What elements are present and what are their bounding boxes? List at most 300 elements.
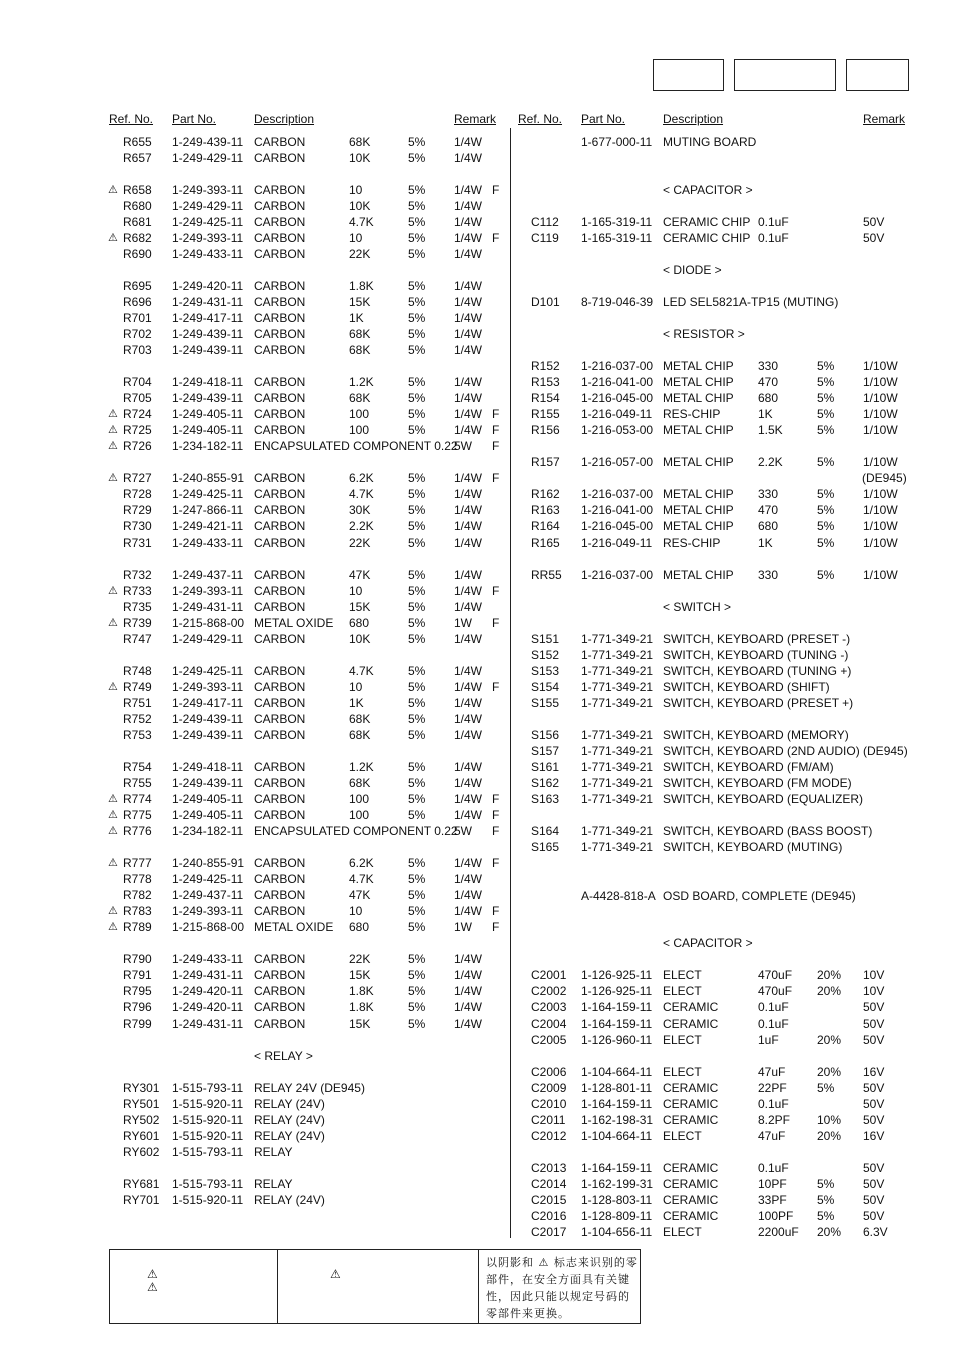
description: SWITCH, KEYBOARD (FM MODE) <box>663 776 852 790</box>
part-no: 1-216-045-00 <box>581 519 654 533</box>
warning-icon: ⚠ <box>108 857 118 869</box>
part-no: 1-515-920-11 <box>172 1097 244 1111</box>
remark: 1/10W <box>863 536 898 550</box>
warning-icon: ⚠ <box>147 1267 158 1281</box>
value: 22K <box>349 952 371 966</box>
tolerance: 5% <box>408 343 426 357</box>
value: 10 <box>349 231 363 245</box>
part-no: 1-249-439-11 <box>172 728 244 742</box>
part-no: 1-771-349-21 <box>581 824 654 838</box>
ref-no: RY681 <box>123 1177 160 1191</box>
header-box-3 <box>846 59 909 91</box>
parts-row-r731 <box>0 535 510 551</box>
remark: 1/4W <box>454 247 483 261</box>
ref-no: C2003 <box>531 1000 567 1014</box>
ref-no: R752 <box>123 712 152 726</box>
part-no: 1-249-405-11 <box>172 792 244 806</box>
parts-row-c2002 <box>510 983 954 999</box>
ref-no: R728 <box>123 487 152 501</box>
part-no: 1-515-793-11 <box>172 1081 244 1095</box>
ref-no: RY301 <box>123 1081 160 1095</box>
value: 68K <box>349 327 371 341</box>
remark: 1/4W <box>454 199 483 213</box>
description: METAL CHIP <box>663 503 734 517</box>
parts-row-r739 <box>0 615 510 631</box>
section-heading <box>510 326 954 342</box>
value: 4.7K <box>349 664 374 678</box>
tolerance: 5% <box>408 247 426 261</box>
tolerance: 5% <box>817 1081 835 1095</box>
part-no: 1-249-418-11 <box>172 760 244 774</box>
description: RELAY (24V) <box>254 1097 325 1111</box>
tolerance: 5% <box>408 696 426 710</box>
description: CARBON <box>254 487 306 501</box>
parts-row-r799 <box>0 1016 510 1032</box>
tolerance: 5% <box>408 519 426 533</box>
remark: 50V <box>863 215 885 229</box>
parts-row-s164 <box>510 823 954 839</box>
remark: 16V <box>863 1129 885 1143</box>
value: 10 <box>349 904 363 918</box>
description: METAL CHIP <box>663 519 734 533</box>
part-no: 1-165-319-11 <box>581 231 653 245</box>
remark: 1/4W <box>454 279 483 293</box>
parts-row-r155 <box>510 406 954 422</box>
value: 100 <box>349 423 370 437</box>
ref-no: R776 <box>123 824 152 838</box>
tolerance: 20% <box>817 984 842 998</box>
value: 0.1uF <box>758 1000 789 1014</box>
description: CARBON <box>254 584 306 598</box>
warning-icon: ⚠ <box>108 184 118 196</box>
value: 6.2K <box>349 471 374 485</box>
ref-no: R154 <box>531 391 560 405</box>
tolerance: 5% <box>817 407 835 421</box>
parts-row-r156 <box>510 422 954 438</box>
description: CARBON <box>254 904 306 918</box>
remark: 1/10W <box>863 487 898 501</box>
remark: 1/10W <box>863 455 898 469</box>
ref-no: R165 <box>531 536 560 550</box>
part-no: 1-249-393-11 <box>172 183 244 197</box>
part-no: 1-104-664-11 <box>581 1065 653 1079</box>
value: 1.8K <box>349 279 374 293</box>
parts-row-r165 <box>510 535 954 551</box>
ref-no: RY701 <box>123 1193 160 1207</box>
remark: 50V <box>863 1097 885 1111</box>
remark: 1/4W <box>454 872 483 886</box>
parts-row-c2009 <box>510 1080 954 1096</box>
description: SWITCH, KEYBOARD (2ND AUDIO) (DE945) <box>663 744 908 758</box>
description: CARBON <box>254 391 306 405</box>
parts-row-c2010 <box>510 1096 954 1112</box>
part-no: 1-771-349-21 <box>581 840 654 854</box>
remark: 1/4W <box>454 664 483 678</box>
value: 470 <box>758 375 779 389</box>
parts-row-r729 <box>0 502 510 518</box>
parts-row-r733 <box>0 583 510 599</box>
value: 4.7K <box>349 215 374 229</box>
parts-row-r657 <box>0 150 510 166</box>
description: ELECT <box>663 1033 702 1047</box>
value: 330 <box>758 487 779 501</box>
value: 1.5K <box>758 423 783 437</box>
remark: 1/4W <box>454 503 483 517</box>
flag: F <box>492 808 500 822</box>
remark: 1W <box>454 616 472 630</box>
part-no: 1-249-405-11 <box>172 423 244 437</box>
description: CARBON <box>254 183 306 197</box>
parts-row-r754 <box>0 759 510 775</box>
tolerance: 5% <box>408 776 426 790</box>
ref-no: S162 <box>531 776 560 790</box>
part-no: 1-249-421-11 <box>172 519 244 533</box>
part-no: 1-247-866-11 <box>172 503 244 517</box>
value: 0.1uF <box>758 1161 789 1175</box>
part-no: 1-216-041-00 <box>581 375 654 389</box>
description: CARBON <box>254 295 306 309</box>
description: CARBON <box>254 792 306 806</box>
tolerance: 5% <box>408 968 426 982</box>
ref-no: R724 <box>123 407 152 421</box>
remark: 10V <box>863 968 885 982</box>
parts-row-r748 <box>0 663 510 679</box>
ref-no: R735 <box>123 600 152 614</box>
part-no: 1-104-656-11 <box>581 1225 653 1239</box>
ref-no: R732 <box>123 568 152 582</box>
part-no: 1-249-431-11 <box>172 295 244 309</box>
tolerance: 5% <box>408 471 426 485</box>
parts-row-ry701 <box>0 1192 510 1208</box>
description: CARBON <box>254 680 306 694</box>
ref-no: C112 <box>531 215 559 229</box>
parts-row-c2013 <box>510 1160 954 1176</box>
value: 10K <box>349 151 371 165</box>
tolerance: 5% <box>817 503 835 517</box>
parts-row-c2001 <box>510 967 954 983</box>
parts-row-r680 <box>0 198 510 214</box>
value: 47uF <box>758 1065 786 1079</box>
description: METAL CHIP <box>663 375 734 389</box>
part-no: 1-249-420-11 <box>172 279 244 293</box>
ref-no: R680 <box>123 199 152 213</box>
part-no: 1-515-793-11 <box>172 1145 244 1159</box>
part-no: 1-234-182-11 <box>172 824 244 838</box>
tolerance: 5% <box>408 952 426 966</box>
safety-notice <box>109 1249 641 1324</box>
value: 470uF <box>758 968 793 982</box>
tolerance: 5% <box>408 792 426 806</box>
part-no: 1-249-439-11 <box>172 776 244 790</box>
ref-no: R703 <box>123 343 152 357</box>
ref-no: R775 <box>123 808 152 822</box>
remark: 1/4W <box>454 792 483 806</box>
remark: 1/10W <box>863 359 898 373</box>
tolerance: 5% <box>408 311 426 325</box>
flag: F <box>492 471 500 485</box>
warning-icon: ⚠ <box>108 585 118 597</box>
description: CARBON <box>254 536 306 550</box>
remark: 1/4W <box>454 407 483 421</box>
tolerance: 5% <box>408 632 426 646</box>
ref-no: R795 <box>123 984 152 998</box>
value: 15K <box>349 1017 371 1031</box>
ref-no: C2011 <box>531 1113 566 1127</box>
value: 10K <box>349 199 371 213</box>
parts-row-r152 <box>510 358 954 374</box>
description: LED SEL5821A-TP15 (MUTING) <box>663 295 839 309</box>
value: 2.2K <box>349 519 374 533</box>
part-no: 1-771-349-21 <box>581 680 654 694</box>
parts-row-c2012 <box>510 1128 954 1144</box>
warning-icon: ⚠ <box>108 921 118 933</box>
remark: 1/4W <box>454 487 483 501</box>
part-no: 1-128-803-11 <box>581 1193 653 1207</box>
part-no: 1-771-349-21 <box>581 792 654 806</box>
remark: 1/4W <box>454 968 483 982</box>
parts-row-r703 <box>0 342 510 358</box>
remark: 1/4W <box>454 680 483 694</box>
parts-row-s154 <box>510 679 954 695</box>
description: ENCAPSULATED COMPONENT 0.22 <box>254 824 458 838</box>
description: SWITCH, KEYBOARD (SHIFT) <box>663 680 830 694</box>
ref-no: R789 <box>123 920 152 934</box>
value: 30K <box>349 503 371 517</box>
ref-no: R153 <box>531 375 560 389</box>
part-no: 1-126-925-11 <box>581 968 653 982</box>
description: SWITCH, KEYBOARD (PRESET -) <box>663 632 851 646</box>
warning-icon: ⚠ <box>330 1267 341 1281</box>
description: CERAMIC <box>663 1193 719 1207</box>
remark: 1/4W <box>454 952 483 966</box>
tolerance: 5% <box>408 536 426 550</box>
ref-no: S153 <box>531 664 560 678</box>
ref-no: R739 <box>123 616 152 630</box>
remark: 1/4W <box>454 696 483 710</box>
ref-no: R157 <box>531 455 560 469</box>
tolerance: 5% <box>408 1017 426 1031</box>
ref-no: R733 <box>123 584 152 598</box>
description: CERAMIC <box>663 1113 719 1127</box>
value: 330 <box>758 568 779 582</box>
part-no: 1-771-349-21 <box>581 632 654 646</box>
ref-no: R796 <box>123 1000 152 1014</box>
value: 1.2K <box>349 375 374 389</box>
description: CERAMIC <box>663 1161 719 1175</box>
tolerance: 5% <box>817 1193 835 1207</box>
value: 2.2K <box>758 455 783 469</box>
description: CARBON <box>254 968 306 982</box>
ref-no: R783 <box>123 904 152 918</box>
value: 100PF <box>758 1209 794 1223</box>
parts-row-c2011 <box>510 1112 954 1128</box>
tolerance: 5% <box>408 375 426 389</box>
tolerance: 5% <box>817 455 835 469</box>
remark: 1/4W <box>454 391 483 405</box>
parts-row-s162 <box>510 775 954 791</box>
parts-row-r752 <box>0 711 510 727</box>
parts-row-ry681 <box>0 1176 510 1192</box>
tolerance: 5% <box>817 568 835 582</box>
description: CARBON <box>254 568 306 582</box>
ref-no: R791 <box>123 968 152 982</box>
parts-row-r774 <box>0 791 510 807</box>
ref-no: S163 <box>531 792 560 806</box>
parts-row-r732 <box>0 567 510 583</box>
header-box-1 <box>653 59 724 91</box>
part-no: 1-164-159-11 <box>581 1097 653 1111</box>
description: CARBON <box>254 600 306 614</box>
description: CERAMIC CHIP <box>663 231 751 245</box>
description: ELECT <box>663 1065 702 1079</box>
ref-no: R799 <box>123 1017 152 1031</box>
ref-no: R749 <box>123 680 152 694</box>
remark: 50V <box>863 1000 885 1014</box>
ref-no: C2012 <box>531 1129 567 1143</box>
part-no: 1-515-920-11 <box>172 1129 244 1143</box>
part-no: 1-249-439-11 <box>172 327 244 341</box>
parts-row <box>510 888 954 904</box>
value: 470 <box>758 503 779 517</box>
parts-row-r153 <box>510 374 954 390</box>
flag: F <box>492 231 500 245</box>
description: CARBON <box>254 984 306 998</box>
part-no: 1-249-420-11 <box>172 984 244 998</box>
description: METAL CHIP <box>663 455 734 469</box>
parts-row-c2003 <box>510 999 954 1015</box>
value: 1K <box>349 311 364 325</box>
description: RELAY 24V (DE945) <box>254 1081 365 1095</box>
tolerance: 5% <box>408 600 426 614</box>
remark: 50V <box>863 1081 885 1095</box>
description: RELAY (24V) <box>254 1113 325 1127</box>
notice-chinese-text: 以阴影和 ⚠ 标志来识别的零部件，在安全方面具有关键性，因此只能以规定号码的零部件来更换。 <box>486 1256 638 1320</box>
parts-row-c2015 <box>510 1192 954 1208</box>
description: CARBON <box>254 1017 306 1031</box>
flag: F <box>492 183 500 197</box>
ref-no: R774 <box>123 792 152 806</box>
description: METAL OXIDE <box>254 920 334 934</box>
part-no: 1-249-420-11 <box>172 1000 244 1014</box>
section-heading <box>510 935 954 951</box>
parts-row-r725 <box>0 422 510 438</box>
remark: 1/4W <box>454 151 483 165</box>
left-header-ref: Ref. No. <box>109 112 154 126</box>
value: 15K <box>349 295 371 309</box>
parts-row-s157 <box>510 743 954 759</box>
parts-row-ry502 <box>0 1112 510 1128</box>
ref-no: R695 <box>123 279 152 293</box>
value: 15K <box>349 968 371 982</box>
description: < SWITCH > <box>663 600 732 614</box>
part-no: 1-249-439-11 <box>172 712 244 726</box>
warning-icon: ⚠ <box>108 440 118 452</box>
ref-no: S152 <box>531 648 560 662</box>
description: CARBON <box>254 519 306 533</box>
tolerance: 5% <box>408 904 426 918</box>
section-heading <box>510 599 954 615</box>
parts-row-s163 <box>510 791 954 807</box>
description: CARBON <box>254 808 306 822</box>
parts-row-c2014 <box>510 1176 954 1192</box>
part-no: 1-216-049-11 <box>581 536 653 550</box>
remark: 1/4W <box>454 632 483 646</box>
tolerance: 20% <box>817 1065 842 1079</box>
ref-no: S154 <box>531 680 560 694</box>
ref-no: C2009 <box>531 1081 567 1095</box>
tolerance: 5% <box>408 503 426 517</box>
parts-row-r778 <box>0 871 510 887</box>
tolerance: 5% <box>817 487 835 501</box>
remark: 50V <box>863 1017 885 1031</box>
ref-no: C2013 <box>531 1161 567 1175</box>
remark: 1/4W <box>454 327 483 341</box>
description: ELECT <box>663 1225 702 1239</box>
remark: 1/4W <box>454 600 483 614</box>
part-no: 1-216-053-00 <box>581 423 654 437</box>
part-no: 1-249-437-11 <box>172 888 244 902</box>
description: RELAY (24V) <box>254 1129 325 1143</box>
header-box-2 <box>734 59 836 91</box>
part-no: 1-771-349-21 <box>581 760 654 774</box>
ref-no: R162 <box>531 487 560 501</box>
tolerance: 5% <box>408 872 426 886</box>
parts-row-r702 <box>0 326 510 342</box>
ref-no: R163 <box>531 503 560 517</box>
remark: 1/4W <box>454 712 483 726</box>
description: CERAMIC <box>663 1177 719 1191</box>
flag: F <box>492 584 500 598</box>
tolerance: 5% <box>408 584 426 598</box>
value: 1K <box>349 696 364 710</box>
parts-row-r696 <box>0 294 510 310</box>
part-no: 1-249-393-11 <box>172 680 244 694</box>
value: 330 <box>758 359 779 373</box>
description: CARBON <box>254 503 306 517</box>
ref-no: R155 <box>531 407 560 421</box>
part-no: 1-240-855-91 <box>172 471 245 485</box>
ref-no: C2017 <box>531 1225 567 1239</box>
ref-no: R725 <box>123 423 152 437</box>
parts-row-c2006 <box>510 1064 954 1080</box>
tolerance: 5% <box>817 536 835 550</box>
remark: 50V <box>863 1193 885 1207</box>
remark: 1/4W <box>454 776 483 790</box>
part-no: 1-215-868-00 <box>172 920 245 934</box>
warning-icon: ⚠ <box>108 472 118 484</box>
part-no: 1-164-159-11 <box>581 1000 653 1014</box>
parts-row-r776 <box>0 823 510 839</box>
ref-no: S165 <box>531 840 560 854</box>
description: < DIODE > <box>663 263 722 277</box>
description: CARBON <box>254 471 306 485</box>
ref-no: C2006 <box>531 1065 567 1079</box>
ref-no: R704 <box>123 375 152 389</box>
value: 8.2PF <box>758 1113 791 1127</box>
part-no: 1-515-920-11 <box>172 1193 244 1207</box>
value: 10PF <box>758 1177 787 1191</box>
description: ENCAPSULATED COMPONENT 0.22 <box>254 439 458 453</box>
value: 47K <box>349 568 371 582</box>
description: SWITCH, KEYBOARD (BASS BOOST) <box>663 824 873 838</box>
description: CARBON <box>254 632 306 646</box>
ref-no: S164 <box>531 824 560 838</box>
remark: 1/10W <box>863 519 898 533</box>
value: 680 <box>758 391 779 405</box>
parts-row-c2017 <box>510 1224 954 1240</box>
part-no: 1-249-433-11 <box>172 952 244 966</box>
description: CARBON <box>254 776 306 790</box>
